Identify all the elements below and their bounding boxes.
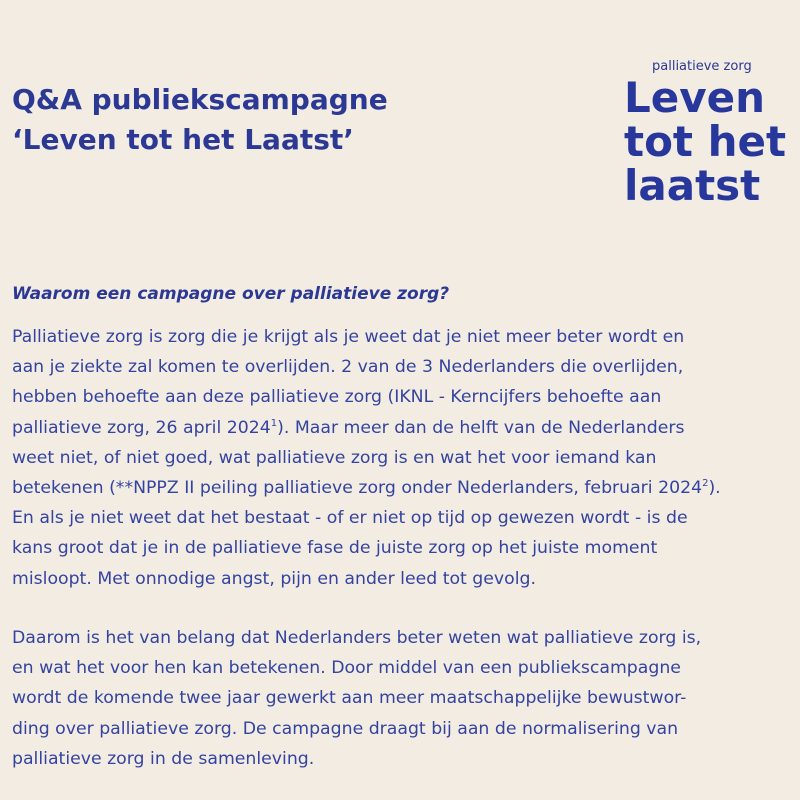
paragraph-1-line-part: ).	[708, 478, 721, 499]
paragraph-1	[12, 322, 721, 594]
paragraph-1-line: kans groot dat je in de palliatieve fase de juiste zorg op het juiste moment	[12, 538, 658, 559]
page-title-line-2: ‘Leven tot het Laatst’	[12, 123, 354, 156]
paragraph-2-line: ding over palliatieve zorg. De campagne draagt bij aan de normalisering van	[12, 718, 679, 739]
footnote-marker-1: 1	[270, 417, 278, 429]
paragraph-1-line: En als je niet weet dat het bestaat - of er niet op tijd op gewezen wordt - is de	[12, 508, 688, 529]
paragraph-1-line: misloopt. Met onnodige angst, pijn en ander leed tot gevolg.	[12, 568, 536, 589]
paragraph-1-line-part: palliatieve zorg, 26 april 2024	[12, 417, 271, 438]
paragraph-1-line: Palliatieve zorg is zorg die je krijgt als je weet dat je niet meer beter wordt en	[12, 327, 685, 347]
footnote-marker-2: 2	[702, 478, 709, 490]
paragraph-1-line: hebben behoefte aan deze palliatieve zorg (IKNL - Kerncijfers behoefte aan	[12, 387, 662, 408]
paragraph-1-line: aan je ziekte zal komen te overlijden. 2 van de 3 Nederlanders die overlijden,	[12, 357, 684, 378]
paragraph-2-line: palliatieve zorg in de samenleving.	[12, 748, 315, 769]
campaign-logo	[622, 58, 792, 208]
logo-word-line-3: laatst	[624, 161, 761, 210]
logo-tagline: palliatieve zorg	[652, 59, 752, 74]
paragraph-1-line	[12, 413, 721, 443]
paragraph-2-line: Daarom is het van belang dat Nederlanders beter weten wat palliatieve zorg is,	[12, 628, 702, 648]
paragraph-1-line	[12, 473, 721, 503]
page-title-line-1: Q&A publiekscampagne	[12, 83, 388, 116]
paragraph-1-line-part: betekenen (**NPPZ II peiling palliatieve zorg onder Nederlanders, februari 2024	[12, 478, 703, 499]
paragraph-2	[12, 623, 701, 774]
logo-word-line-1: Leven	[624, 73, 766, 122]
paragraph-2-line: wordt de komende twee jaar gewerkt aan meer maatschappelijke bewustwor-	[12, 688, 687, 709]
section-question-heading: Waarom een campagne over palliatieve zorg?	[12, 284, 450, 304]
paragraph-1-line: weet niet, of niet goed, wat palliatieve zorg is en wat het voor iemand kan	[12, 447, 657, 468]
paragraph-2-line: en wat het voor hen kan betekenen. Door middel van een publiekscampagne	[12, 658, 681, 679]
page-title	[12, 80, 388, 160]
logo-word-line-2: tot het	[624, 117, 787, 166]
paragraph-1-line-part: ). Maar meer dan de helft van de Nederlanders	[277, 417, 685, 438]
